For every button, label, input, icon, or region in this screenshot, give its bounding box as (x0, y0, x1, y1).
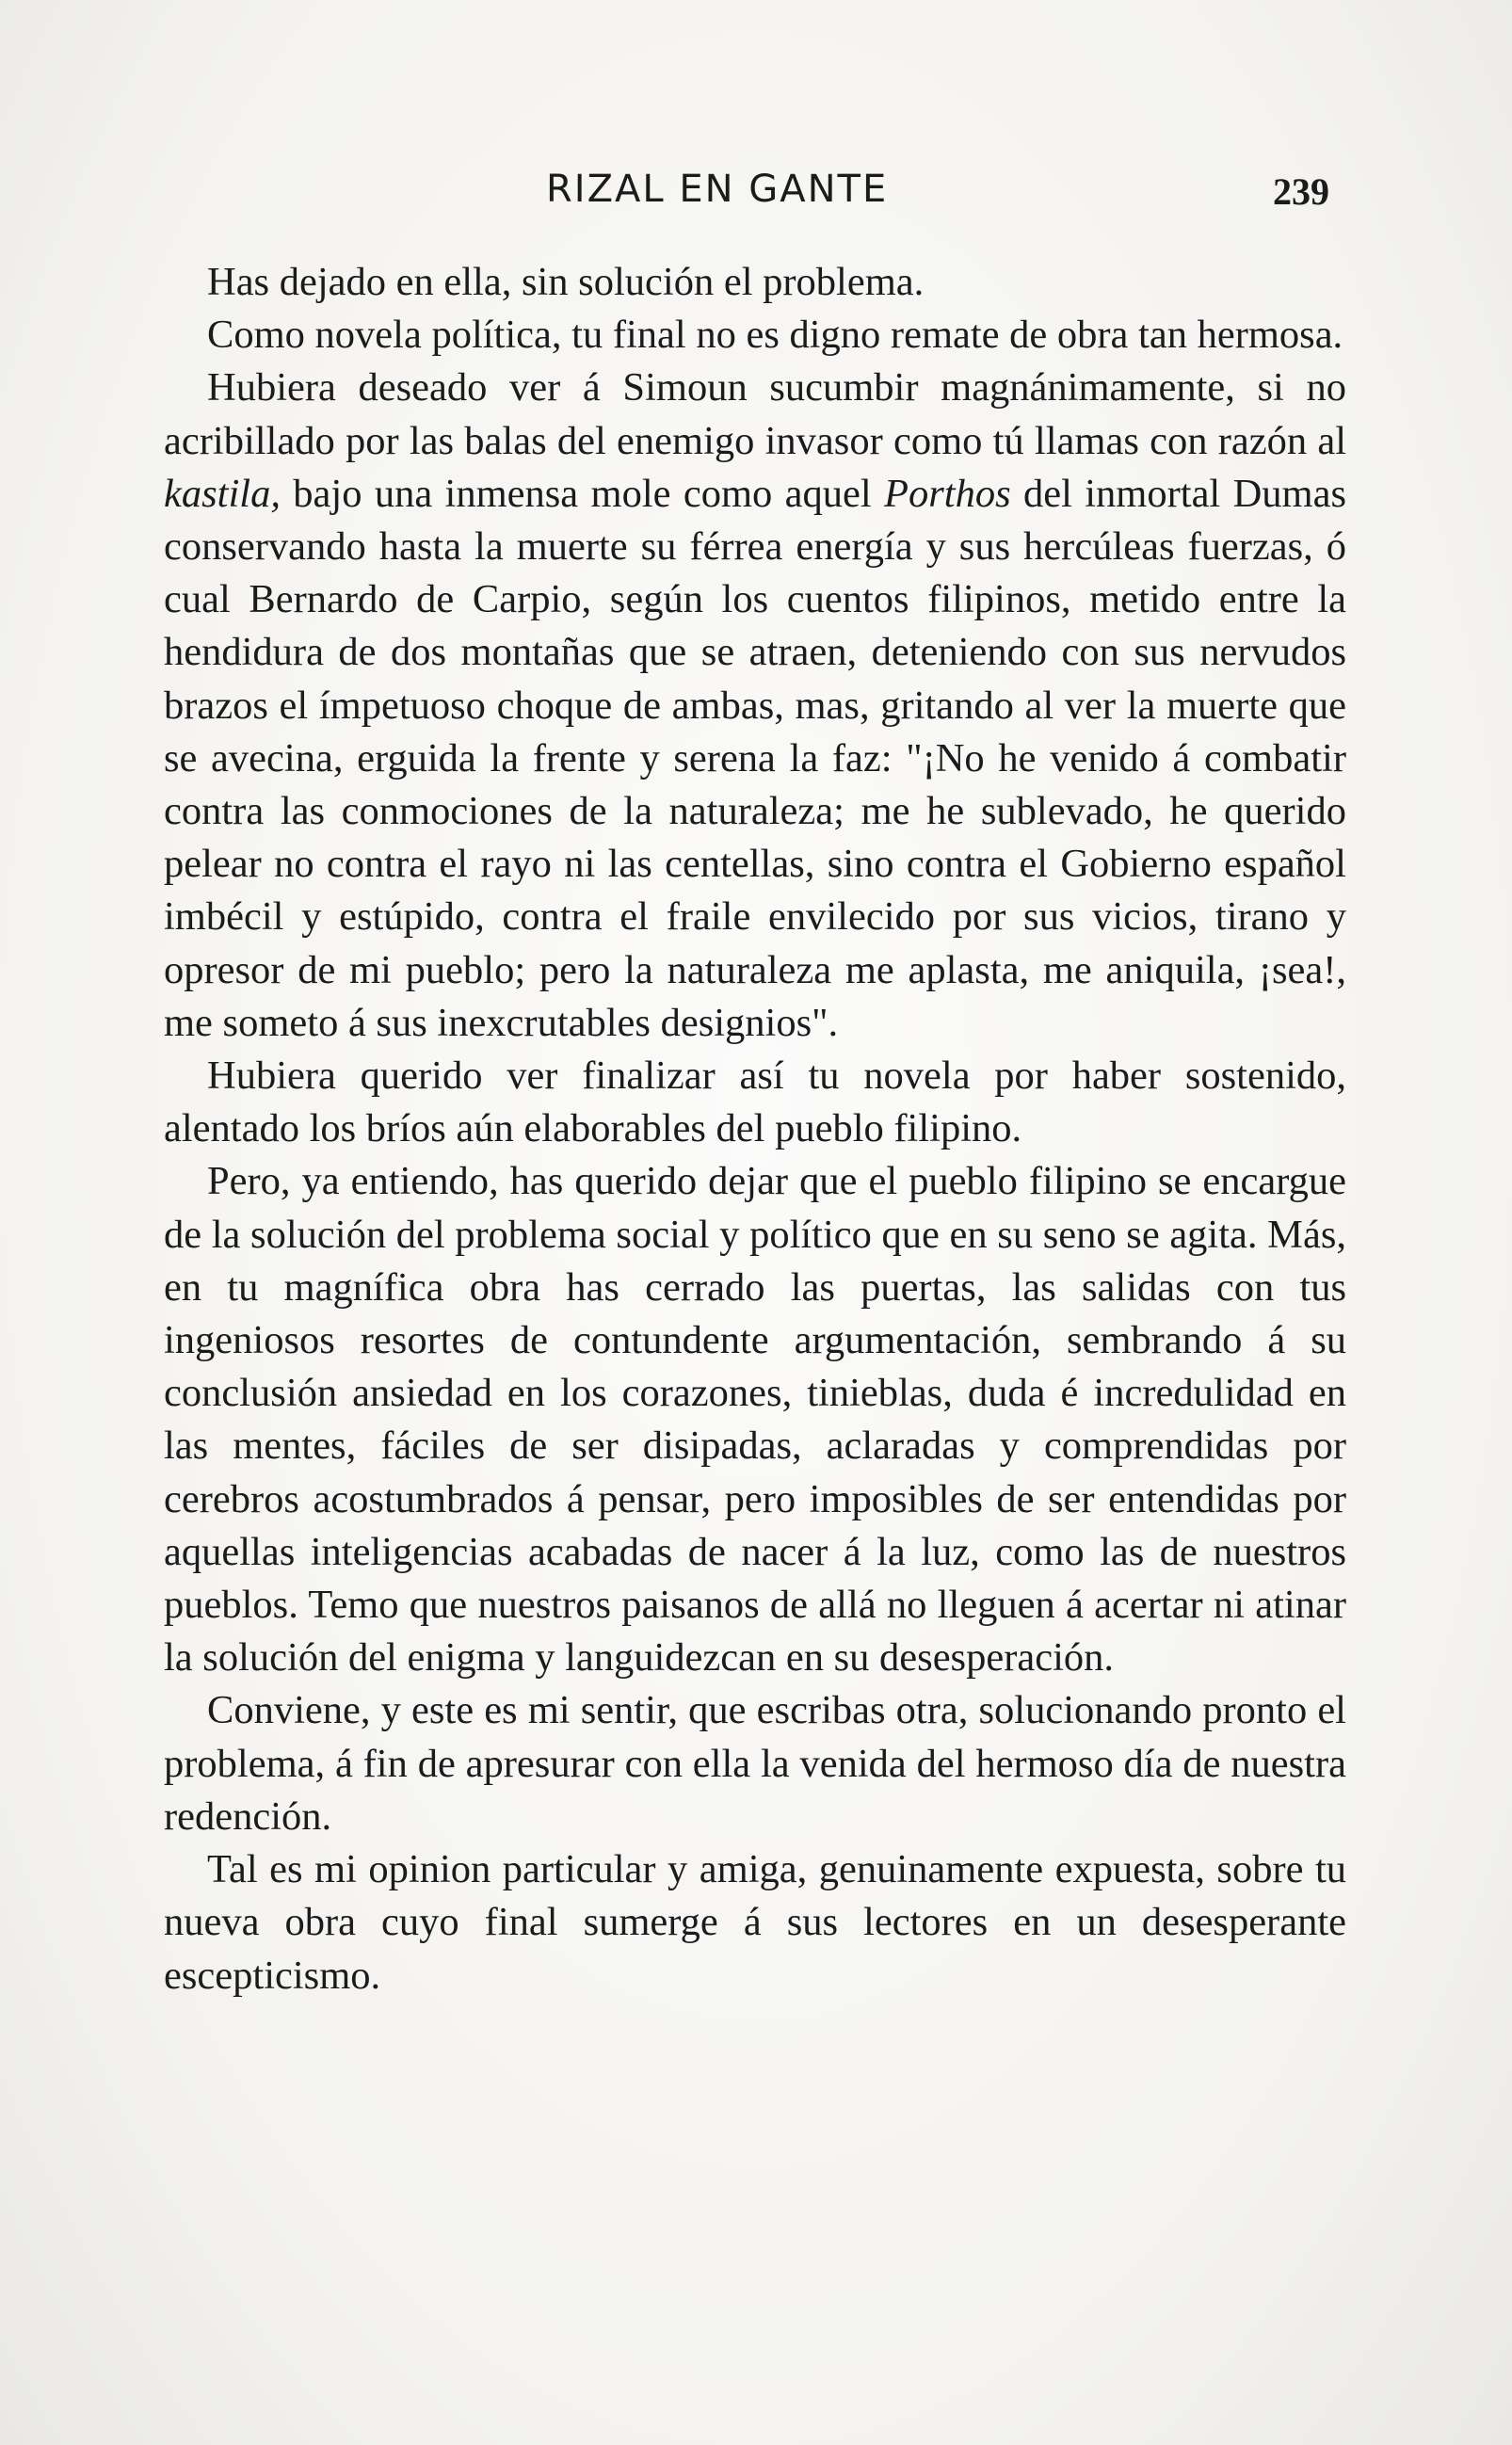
paragraph-text: bajo una inmensa mole como aquel (280, 471, 885, 516)
paragraph: Has dejado en ella, sin solución el problema. (207, 260, 925, 304)
body-text (164, 256, 1346, 2003)
paragraph: Hubiera querido ver finalizar así tu novela por haber sostenido, alentado los bríos aún elaborables del pueblo filipino. (164, 1054, 1346, 1151)
paragraph (164, 362, 1346, 1050)
page-number: 239 (1273, 170, 1329, 213)
paragraph: Como novela política, tu final no es digno remate de obra tan hermosa. (207, 313, 1343, 358)
paragraph-text: Hubiera deseado ver á Simoun sucumbir magnánimamente, si no acribillado por las balas del enemigo invasor como tú llamas con razón al (164, 365, 1346, 463)
running-header (0, 168, 1512, 224)
paragraph-text: del inmortal Dumas conservando hasta la muerte su férrea energía y sus hercúleas fuerzas, ó cual Bernardo de Carpio, según los cuentos filipinos, metido entre la hendidura de dos montañas que se atraen, deteniendo con sus nervudos brazos el ímpetuoso choque de ambas, mas, gritando al ver la muerte que se avecina, erguida la frente y serena la faz: "¡No he venido á combatir contra las conmociones de la naturaleza; me he sublevado, he querido pelear no contra el rayo ni las centellas, sino contra el Gobierno español imbécil y estúpido, contra el fraile envilecido por sus vicios, tirano y opresor de mi pueblo; pero la naturaleza me aplasta, me aniquila, ¡sea!, me someto á sus inexcrutables designios". (164, 471, 1346, 1045)
italic-term: kastila, (164, 471, 281, 516)
paragraph: Tal es mi opinion particular y amiga, genuinamente expuesta, sobre tu nueva obra cuyo final sumerge á sus lectores en un desesperante escepticismo. (164, 1847, 1346, 1998)
italic-name: Porthos (884, 471, 1011, 516)
running-title: RIZAL EN GANTE (546, 168, 889, 211)
paragraph: Conviene, y este es mi sentir, que escribas otra, solucionando pronto el problema, á fin de apresurar con ella la venida del hermoso día de nuestra redención. (164, 1688, 1346, 1839)
paragraph: Pero, ya entiendo, has querido dejar que el pueblo filipino se encargue de la solución del problema social y político que en su seno se agita. Más, en tu magnífica obra has cerrado las puertas, las salidas con tus ingeniosos resortes de contundente argumentación, sembrando á su conclusión ansiedad en los corazones, tinieblas, duda é incredulidad en las mentes, fáciles de ser disipadas, aclaradas y comprendidas por cerebros acostumbrados á pensar, pero imposibles de ser entendidas por aquellas inteligencias acabadas de nacer á la luz, como las de nuestros pueblos. Temo que nuestros paisanos de allá no lleguen á acertar ni atinar la solución del enigma y languidezcan en su desesperación. (164, 1159, 1346, 1681)
